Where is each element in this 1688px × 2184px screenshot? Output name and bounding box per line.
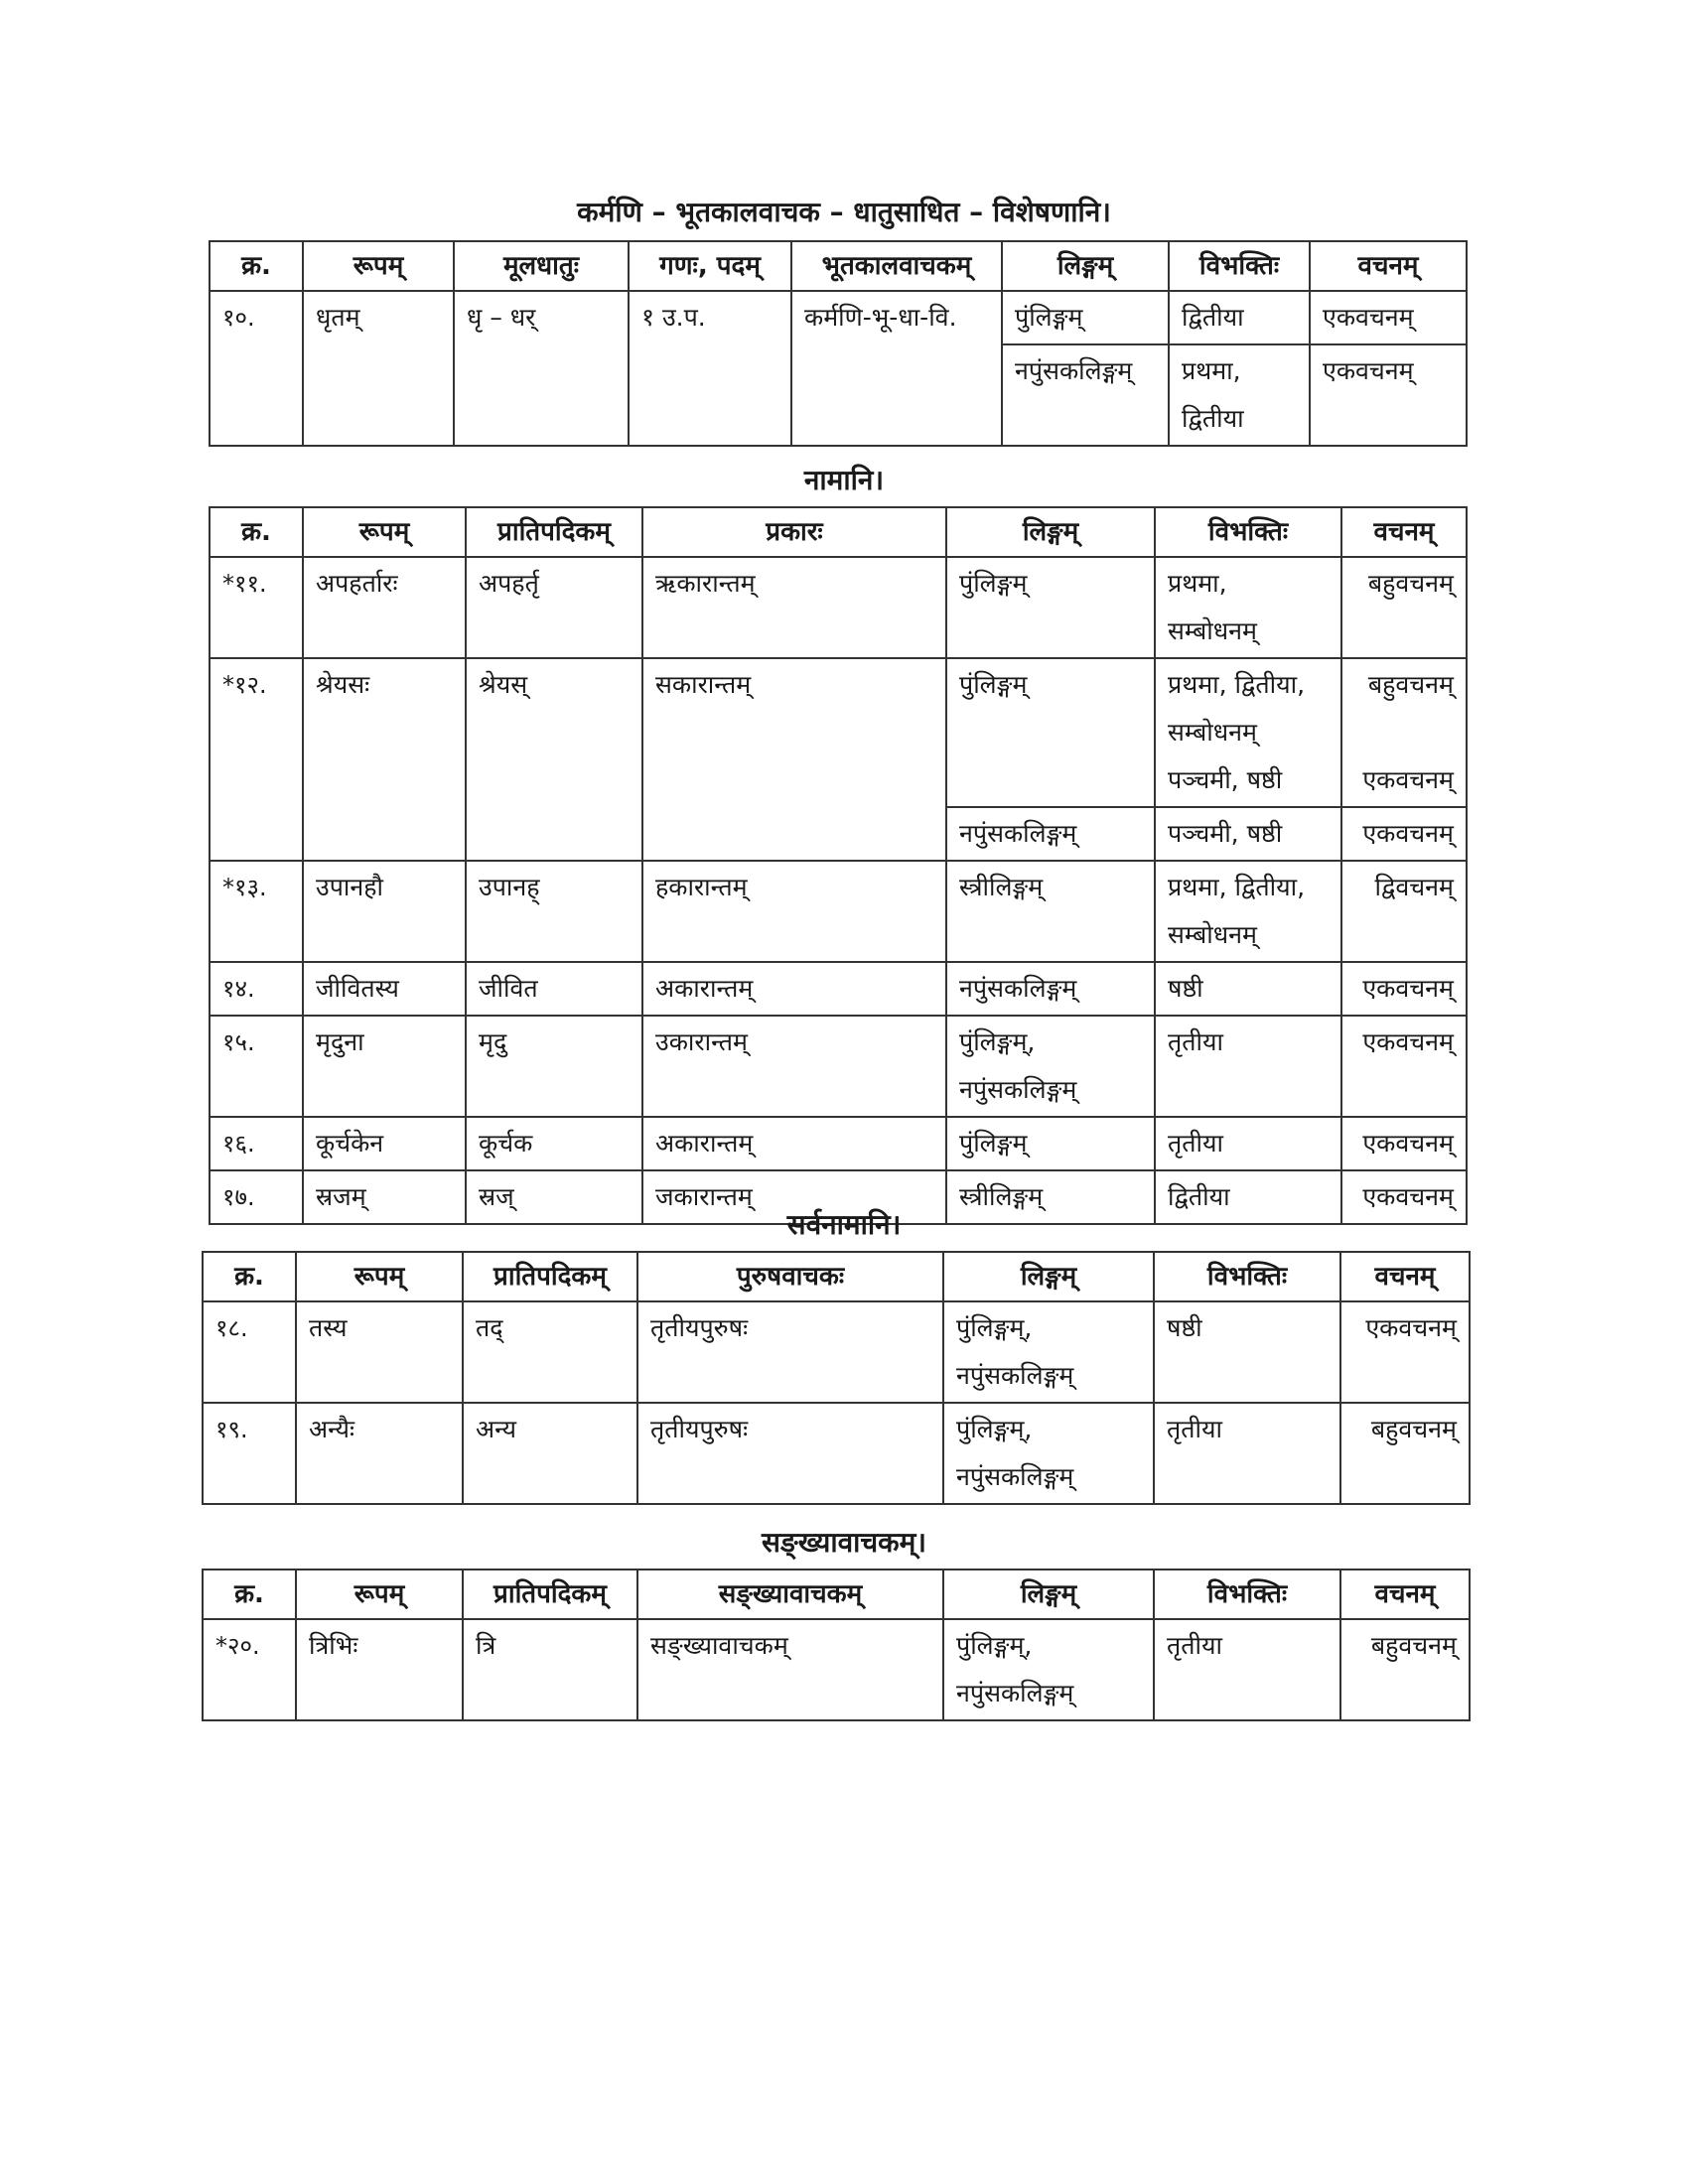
- section-title-sarvanamani: सर्वनामानि।: [786, 1208, 902, 1241]
- prakara-cell: सकारान्तम्: [642, 658, 946, 861]
- prati-cell: मृदु: [466, 1016, 642, 1117]
- vibhakti-line: प्रथमा,: [1182, 356, 1241, 385]
- vibhakti-cell: [1169, 344, 1310, 446]
- table-header-row: [210, 507, 1467, 557]
- linga-line: नपुंसकलिङ्गम्: [956, 1361, 1074, 1390]
- karmani-table: [209, 240, 1468, 447]
- purusha-cell: तृतीयपुरुषः: [637, 1301, 943, 1403]
- table-row: [203, 1619, 1470, 1720]
- linga-cell: पुंलिङ्गम्: [946, 557, 1155, 658]
- linga-line: नपुंसकलिङ्गम्: [956, 1462, 1074, 1491]
- prati-cell: उपानह्: [466, 861, 642, 962]
- table-header-row: [203, 1570, 1470, 1619]
- col-header: वचनम्: [1341, 507, 1467, 557]
- gana-cell: १ उ.प.: [629, 291, 791, 446]
- col-header: रूपम्: [296, 1570, 463, 1619]
- vibhakti-cell: तृतीया: [1155, 1117, 1341, 1170]
- vibhakti-line: पञ्चमी, षष्ठी: [1168, 765, 1283, 794]
- col-header: वचनम्: [1340, 1570, 1470, 1619]
- rupam-cell: उपानहौ: [303, 861, 466, 962]
- linga-cell: स्त्रीलिङ्गम्: [946, 1170, 1155, 1224]
- col-header: रूपम्: [303, 507, 466, 557]
- col-header: विभक्तिः: [1154, 1570, 1340, 1619]
- table-row: [210, 1016, 1467, 1117]
- sankhya-cell: सङ्ख्यावाचकम्: [637, 1619, 943, 1720]
- table-row: [203, 1301, 1470, 1403]
- col-header: लिङ्गम्: [943, 1570, 1154, 1619]
- row-number: *११.: [210, 557, 303, 658]
- vibhakti-line: प्रथमा, द्वितीया,: [1168, 873, 1306, 901]
- vibhakti-cell: तृतीया: [1154, 1619, 1340, 1720]
- row-number: १६.: [210, 1117, 303, 1170]
- vibhakti-cell: पञ्चमी, षष्ठी: [1155, 807, 1341, 861]
- row-number: १७.: [210, 1170, 303, 1224]
- section-title-karmani: कर्मणि – भूतकालवाचक – धातुसाधित – विशेषणानि।: [577, 196, 1111, 228]
- prati-cell: कूर्चक: [466, 1117, 642, 1170]
- linga-cell: पुंलिङ्गम्: [946, 658, 1155, 807]
- col-header: विभक्तिः: [1155, 507, 1341, 557]
- col-header: प्रातिपदिकम्: [466, 507, 642, 557]
- vibhakti-cell: तृतीया: [1155, 1016, 1341, 1117]
- table-row: [210, 861, 1467, 962]
- vibhakti-cell: [1155, 658, 1341, 807]
- col-header: क्र.: [210, 241, 303, 291]
- linga-cell: नपुंसकलिङ्गम्: [946, 962, 1155, 1016]
- vibhakti-cell: [1155, 861, 1341, 962]
- vachana-cell: द्विवचनम्: [1341, 861, 1467, 962]
- col-header: वचनम्: [1310, 241, 1467, 291]
- row-number: १८.: [203, 1301, 296, 1403]
- linga-line: नपुंसकलिङ्गम्: [956, 1679, 1074, 1707]
- vibhakti-cell: द्वितीया: [1155, 1170, 1341, 1224]
- table-row: [210, 658, 1467, 807]
- rupam-cell: तस्य: [296, 1301, 463, 1403]
- linga-cell: नपुंसकलिङ्गम्: [946, 807, 1155, 861]
- rupam-cell: स्रजम्: [303, 1170, 466, 1224]
- linga-cell: स्त्रीलिङ्गम्: [946, 861, 1155, 962]
- vachana-line: एकवचनम्: [1362, 765, 1454, 794]
- prakara-cell: हकारान्तम्: [642, 861, 946, 962]
- namani-table: [209, 506, 1468, 1225]
- vibhakti-line: द्वितीया: [1182, 404, 1244, 433]
- vachana-cell: एकवचनम्: [1341, 1016, 1467, 1117]
- vibhakti-line: सम्बोधनम्: [1168, 718, 1257, 747]
- linga-cell: [946, 1016, 1155, 1117]
- col-header: विभक्तिः: [1169, 241, 1310, 291]
- linga-line: पुंलिङ्गम्,: [956, 1313, 1033, 1342]
- rupam-cell: अपहर्तारः: [303, 557, 466, 658]
- vachana-cell: बहुवचनम्: [1340, 1619, 1470, 1720]
- col-header: लिङ्गम्: [943, 1252, 1154, 1301]
- vibhakti-line: सम्बोधनम्: [1168, 616, 1257, 645]
- linga-line: पुंलिङ्गम्,: [959, 1027, 1036, 1056]
- prakara-cell: उकारान्तम्: [642, 1016, 946, 1117]
- bhuta-cell: कर्मणि-भू-धा-वि.: [791, 291, 1002, 446]
- vachana-cell: एकवचनम्: [1310, 344, 1467, 446]
- rupam-cell: कूर्चकेन: [303, 1117, 466, 1170]
- vachana-cell: बहुवचनम्: [1340, 1403, 1470, 1504]
- prati-cell: जीवित: [466, 962, 642, 1016]
- purusha-cell: तृतीयपुरुषः: [637, 1403, 943, 1504]
- col-header: विभक्तिः: [1154, 1252, 1340, 1301]
- linga-cell: [943, 1301, 1154, 1403]
- section-title-sankhyavachakam: सङ्ख्यावाचकम्।: [761, 1526, 927, 1559]
- rupam-cell: श्रेयसः: [303, 658, 466, 861]
- sarvanamani-table: [202, 1251, 1471, 1505]
- linga-line: पुंलिङ्गम्,: [956, 1631, 1033, 1660]
- col-header: प्रकारः: [642, 507, 946, 557]
- col-header: रूपम्: [303, 241, 454, 291]
- rupam-cell: मृदुना: [303, 1016, 466, 1117]
- vachana-line: बहुवचनम्: [1367, 670, 1454, 699]
- prati-cell: श्रेयस्: [466, 658, 642, 861]
- vibhakti-line: प्रथमा,: [1168, 569, 1227, 598]
- vachana-cell: एकवचनम्: [1341, 1117, 1467, 1170]
- vachana-cell: बहुवचनम्: [1341, 557, 1467, 658]
- prati-cell: स्रज्: [466, 1170, 642, 1224]
- linga-cell: [943, 1403, 1154, 1504]
- prati-cell: अपहर्तृ: [466, 557, 642, 658]
- linga-line: नपुंसकलिङ्गम्: [959, 1075, 1077, 1104]
- table-header-row: [210, 241, 1467, 291]
- col-header: क्र.: [203, 1570, 296, 1619]
- row-number: १०.: [210, 291, 303, 446]
- vibhakti-cell: षष्ठी: [1155, 962, 1341, 1016]
- col-header: गणः, पदम्: [629, 241, 791, 291]
- prakara-cell: जकारान्तम्: [642, 1170, 946, 1224]
- table-row: [210, 557, 1467, 658]
- vachana-cell: [1341, 658, 1467, 807]
- col-header: रूपम्: [296, 1252, 463, 1301]
- rupam-cell: धृतम्: [303, 291, 454, 446]
- rupam-cell: जीवितस्य: [303, 962, 466, 1016]
- row-number: *१३.: [210, 861, 303, 962]
- vachana-cell: एकवचनम्: [1310, 291, 1467, 344]
- vibhakti-line: प्रथमा, द्वितीया,: [1168, 670, 1306, 699]
- col-header: मूलधातुः: [454, 241, 629, 291]
- col-header: वचनम्: [1340, 1252, 1470, 1301]
- table-row: [210, 291, 1467, 344]
- col-header: लिङ्गम्: [1002, 241, 1169, 291]
- table-row: [203, 1403, 1470, 1504]
- col-header: भूतकालवाचकम्: [791, 241, 1002, 291]
- row-number: *२०.: [203, 1619, 296, 1720]
- sankhyavachakam-table: [202, 1569, 1471, 1721]
- row-number: १५.: [210, 1016, 303, 1117]
- linga-cell: [943, 1619, 1154, 1720]
- prakara-cell: अकारान्तम्: [642, 1117, 946, 1170]
- col-header: सङ्ख्यावाचकम्: [637, 1570, 943, 1619]
- row-number: १९.: [203, 1403, 296, 1504]
- vibhakti-cell: द्वितीया: [1169, 291, 1310, 344]
- col-header: प्रातिपदिकम्: [463, 1570, 637, 1619]
- table-row: [210, 962, 1467, 1016]
- col-header: पुरुषवाचकः: [637, 1252, 943, 1301]
- vachana-cell: एकवचनम्: [1341, 807, 1467, 861]
- vibhakti-cell: [1155, 557, 1341, 658]
- rupam-cell: अन्यैः: [296, 1403, 463, 1504]
- col-header: प्रातिपदिकम्: [463, 1252, 637, 1301]
- vachana-cell: एकवचनम्: [1340, 1301, 1470, 1403]
- vachana-cell: एकवचनम्: [1341, 962, 1467, 1016]
- prati-cell: त्रि: [463, 1619, 637, 1720]
- linga-line: पुंलिङ्गम्,: [956, 1415, 1033, 1443]
- col-header: लिङ्गम्: [946, 507, 1155, 557]
- row-number: १४.: [210, 962, 303, 1016]
- col-header: क्र.: [210, 507, 303, 557]
- dhatu-cell: धृ – धर्: [454, 291, 629, 446]
- col-header: क्र.: [203, 1252, 296, 1301]
- table-header-row: [203, 1252, 1470, 1301]
- section-title-namani: नामानि।: [803, 464, 885, 496]
- prati-cell: अन्य: [463, 1403, 637, 1504]
- prakara-cell: ऋकारान्तम्: [642, 557, 946, 658]
- prakara-cell: अकारान्तम्: [642, 962, 946, 1016]
- vibhakti-cell: तृतीया: [1154, 1403, 1340, 1504]
- vachana-cell: एकवचनम्: [1341, 1170, 1467, 1224]
- prati-cell: तद्: [463, 1301, 637, 1403]
- linga-cell: पुंलिङ्गम्: [946, 1117, 1155, 1170]
- vibhakti-cell: षष्ठी: [1154, 1301, 1340, 1403]
- table-row: [210, 1117, 1467, 1170]
- row-number: *१२.: [210, 658, 303, 861]
- linga-cell: पुंलिङ्गम्: [1002, 291, 1169, 344]
- linga-cell: नपुंसकलिङ्गम्: [1002, 344, 1169, 446]
- vibhakti-line: सम्बोधनम्: [1168, 920, 1257, 949]
- rupam-cell: त्रिभिः: [296, 1619, 463, 1720]
